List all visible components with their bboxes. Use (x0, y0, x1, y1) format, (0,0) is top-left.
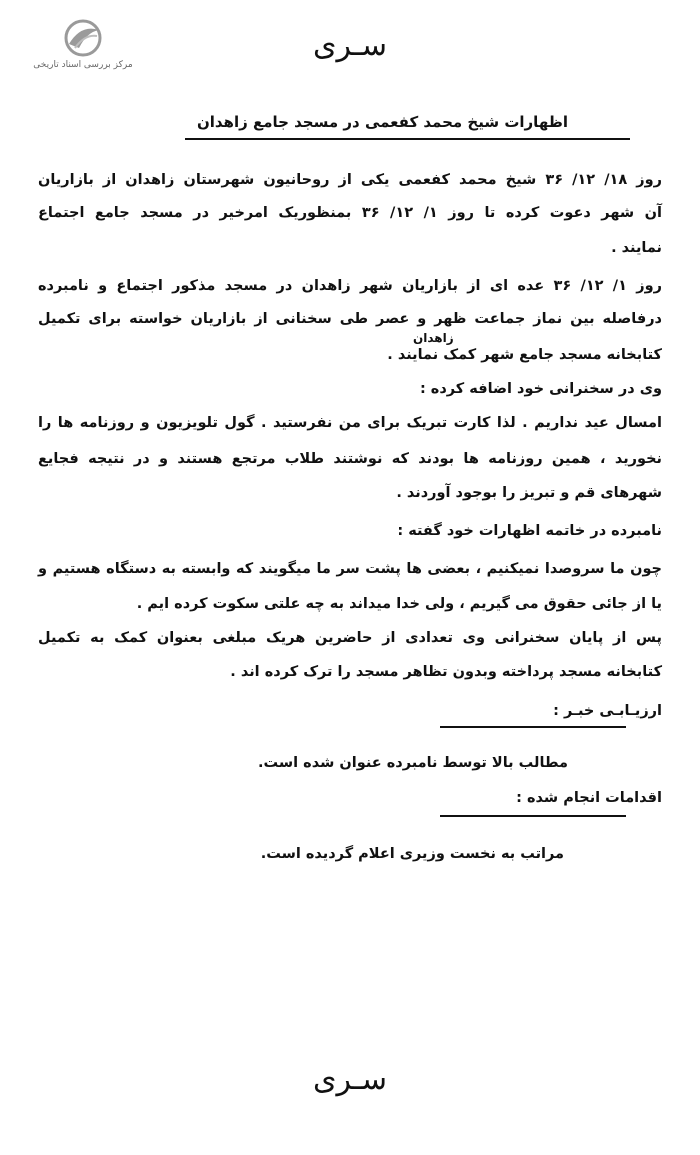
body-line: امسال عید نداریم . لذا کارت تبریک برای من نفرستید . گول تلویزیون و روزنامه ها را (38, 415, 662, 431)
evaluation-underline (440, 726, 626, 728)
body-line: کتابخانه مسجد جامع شهر کمک نمایند . (387, 347, 662, 363)
body-line: نامبرده در خاتمه اظهارات خود گفته : (397, 523, 662, 539)
body-line: نخورید ، همین روزنامه ها بودند که نوشتند طلاب مرتجع هستند و در نتیجه فجایع (38, 451, 662, 467)
body-line: وی در سخنرانی خود اضافه کرده : (419, 381, 662, 397)
body-line: نمایند . (611, 240, 662, 256)
body-line: شهرهای قم و تبریز را بوجود آوردند . (396, 485, 662, 501)
body-line: درفاصله بین نماز جماعت ظهر و عصر طی سخنانی از بازاریان خواسته برای تکمیل (38, 311, 662, 327)
body-line: چون ما سروصدا نمیکنیم ، بعضی ها پشت سر ما میگویند که وابسته به دستگاه هستیم و (38, 561, 662, 577)
body-line: پس از پایان سخنرانی وی تعدادی از حاضرین هریک مبلغی بعنوان کمک به تکمیل (38, 630, 662, 646)
evaluation-text: مطالب بالا توسط نامبرده عنوان شده است. (258, 755, 568, 771)
actions-heading: اقدامات انجام شده : (516, 790, 662, 806)
evaluation-heading: ارزیـابـی خبـر : (553, 703, 662, 719)
document-title: اظهارات شیخ محمد کفعمی در مسجد جامع زاهدان (196, 113, 568, 131)
body-sub-text: زاهدان (413, 331, 454, 345)
body-line: روز ۱/ ۱۲/ ۳۶ عده ای از بازاریان شهر زاهدان در مسجد مذکور اجتماع و نامبرده (38, 278, 662, 294)
body-line: روز ۱۸/ ۱۲/ ۳۶ شیخ محمد کفعمی یکی از روحانیون شهرستان زاهدان از بازاریان (38, 172, 662, 188)
body-line: کتابخانه مسجد پرداخته وبدون تظاهر مسجد را ترک کرده اند . (230, 664, 662, 680)
body-line: آن شهر دعوت کرده تا روز ۱/ ۱۲/ ۳۶ بمنظوریک امرخیر در مسجد جامع اجتماع (38, 205, 662, 221)
title-underline (185, 138, 630, 140)
classification-mark-bottom: سـری (313, 1062, 387, 1097)
body-line: یا از جائی حقوق می گیریم ، ولی خدا میداند به چه علتی سکوت کرده ایم . (136, 596, 662, 612)
logo-caption: مرکز بررسی اسناد تاریخی (33, 60, 133, 70)
actions-underline (440, 815, 626, 817)
classification-mark-top: سـری (313, 28, 387, 63)
actions-text: مراتب به نخست وزیری اعلام گردیده است. (260, 846, 564, 862)
